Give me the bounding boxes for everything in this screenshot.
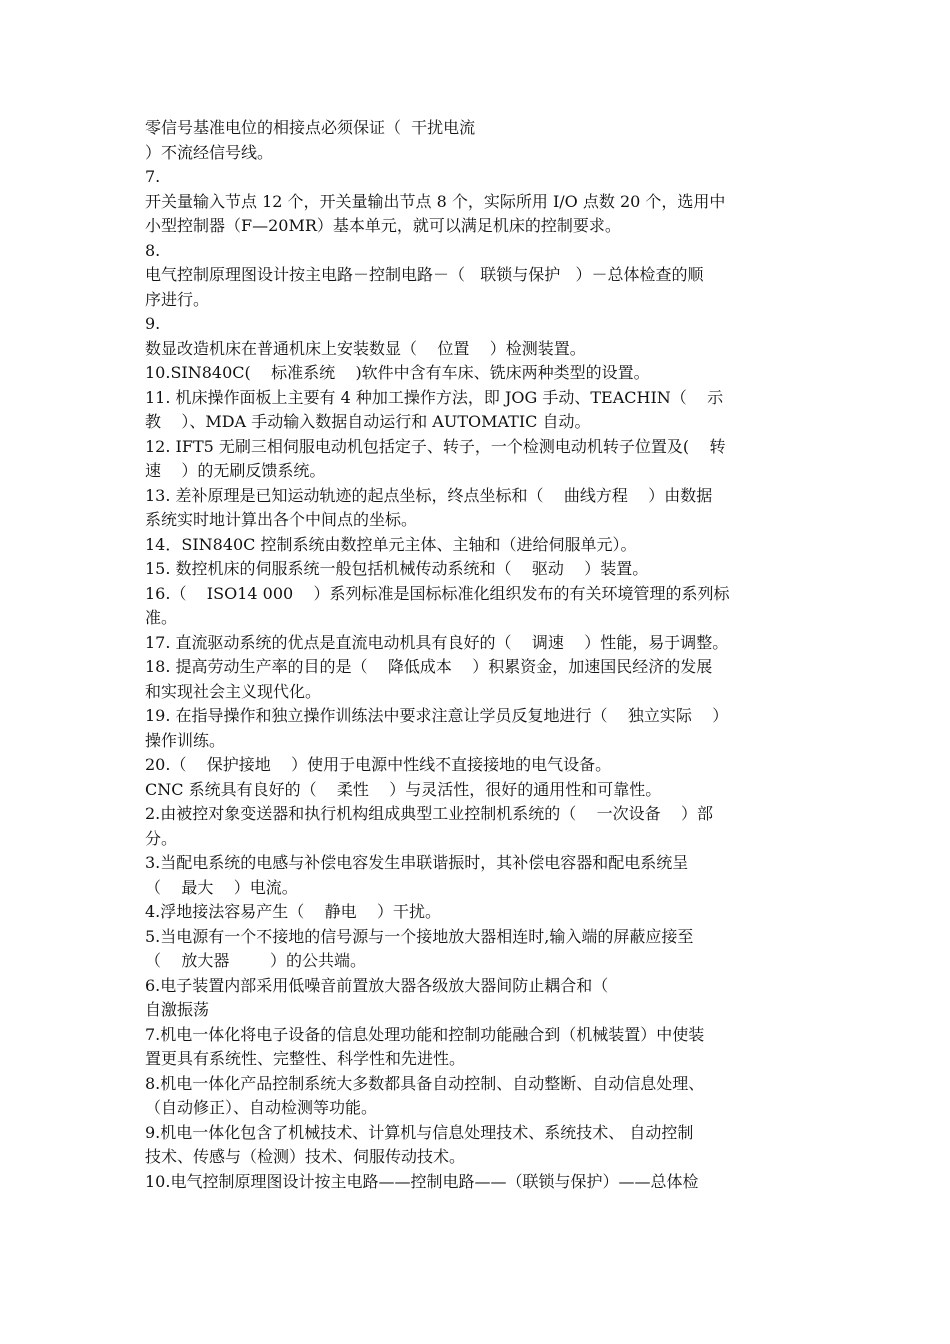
text-line: 置更具有系统性、完整性、科学性和先进性。 (145, 1049, 466, 1068)
text-line: 10.SIN840C( 标准系统 )软件中含有车床、铣床两种类型的设置。 (145, 363, 650, 382)
text-line: （自动修正）、自动检测等功能。 (145, 1098, 378, 1117)
text-line: ）不流经信号线。 (145, 142, 274, 162)
document-body (145, 116, 810, 1194)
text-line: 小型控制器（F—20MR）基本单元，就可以满足机床的控制要求。 (145, 216, 621, 235)
text-line: 9. (145, 314, 161, 333)
text-line: 和实现社会主义现代化。 (145, 681, 322, 701)
text-line: 7.机电一体化将电子设备的信息处理功能和控制功能融合到（机械装置）中使装 (145, 1024, 705, 1044)
text-line: 9.机电一体化包含了机械技术、计算机与信息处理技术、系统技术、 自动控制 (145, 1122, 694, 1142)
text-line: 13. 差补原理是已知运动轨迹的起点坐标，终点坐标和（ 曲线方程 ）由数据 (145, 485, 713, 505)
text-line: 12. IFT5 无刷三相伺服电动机包括定子、转子，一个检测电动机转子位置及( 转 (145, 436, 726, 456)
text-line: （ 最大 ）电流。 (145, 877, 298, 897)
text-line: 数显改造机床在普通机床上安装数显（ 位置 ）检测装置。 (145, 338, 586, 358)
text-line: 准。 (145, 608, 178, 627)
text-line: 8. (145, 240, 161, 260)
text-line: 4.浮地接法容易产生（ 静电 ）干扰。 (145, 902, 441, 921)
text-line: CNC 系统具有良好的（ 柔性 ）与灵活性，很好的通用性和可靠性。 (145, 779, 662, 799)
text-line: 零信号基准电位的相接点必须保证（ 干扰电流 (145, 118, 476, 137)
text-line: 11. 机床操作面板上主要有 4 种加工操作方法，即 JOG 手动、TEACHIN（ 示 (145, 387, 724, 407)
text-line: 速 ）的无刷反馈系统。 (145, 461, 326, 480)
text-line: 自激振荡 (145, 1000, 210, 1019)
text-line: 2.由被控对象变送器和执行机构组成典型工业控制机系统的（ 一次设备 ）部 (145, 804, 713, 823)
text-line: 15. 数控机床的伺服系统一般包括机械传动系统和（ 驱动 ）装置。 (145, 559, 649, 578)
text-line: 6.电子装置内部采用低噪音前置放大器各级放大器间防止耦合和（ (145, 975, 609, 995)
text-line: 5.当电源有一个不接地的信号源与一个接地放大器相连时,输入端的屏蔽应接至 (145, 926, 694, 946)
text-line: （ 放大器 ）的公共端。 (145, 951, 367, 970)
text-line: 教 ）、MDA 手动输入数据自动运行和 AUTOMATIC 自动。 (145, 412, 591, 431)
text-line: 序进行。 (145, 289, 210, 309)
text-line: 电气控制原理图设计按主电路－控制电路－（ 联锁与保护 ）－总体检查的顺 (145, 265, 704, 284)
text-line: 20.（ 保护接地 ）使用于电源中性线不直接接地的电气设备。 (145, 755, 612, 774)
text-line: 19. 在指导操作和独立操作训练法中要求注意让学员反复地进行（ 独立实际 ） (145, 706, 729, 725)
text-line: 系统实时地计算出各个中间点的坐标。 (145, 510, 418, 529)
text-line: 18. 提高劳动生产率的目的是（ 降低成本 ）积累资金，加速国民经济的发展 (145, 657, 713, 676)
text-line: 技术、传感与（检测）技术、伺服传动技术。 (145, 1147, 466, 1166)
text-line: 分。 (145, 828, 178, 848)
text-line: 8.机电一体化产品控制系统大多数都具备自动控制、自动整断、自动信息处理、 (145, 1073, 705, 1093)
text-line: 14．SIN840C 控制系统由数控单元主体、主轴和（进给伺服单元）。 (145, 534, 637, 554)
text-line: 10.电气控制原理图设计按主电路——控制电路——（联锁与保护）——总体检 (145, 1171, 699, 1191)
text-line: 16.（ ISO14 000 ）系列标准是国标标准化组织发布的有关环境管理的系列标 (145, 583, 730, 603)
text-line: 17. 直流驱动系统的优点是直流电动机具有良好的（ 调速 ）性能，易于调整。 (145, 632, 729, 652)
text-line: 操作训练。 (145, 730, 226, 750)
text-line: 3.当配电系统的电感与补偿电容发生串联谐振时，其补偿电容器和配电系统呈 (145, 853, 689, 872)
text-line: 开关量输入节点 12 个，开关量输出节点 8 个，实际所用 I/O 点数 20 个，选用中 (145, 191, 726, 211)
text-line: 7. (145, 167, 161, 186)
